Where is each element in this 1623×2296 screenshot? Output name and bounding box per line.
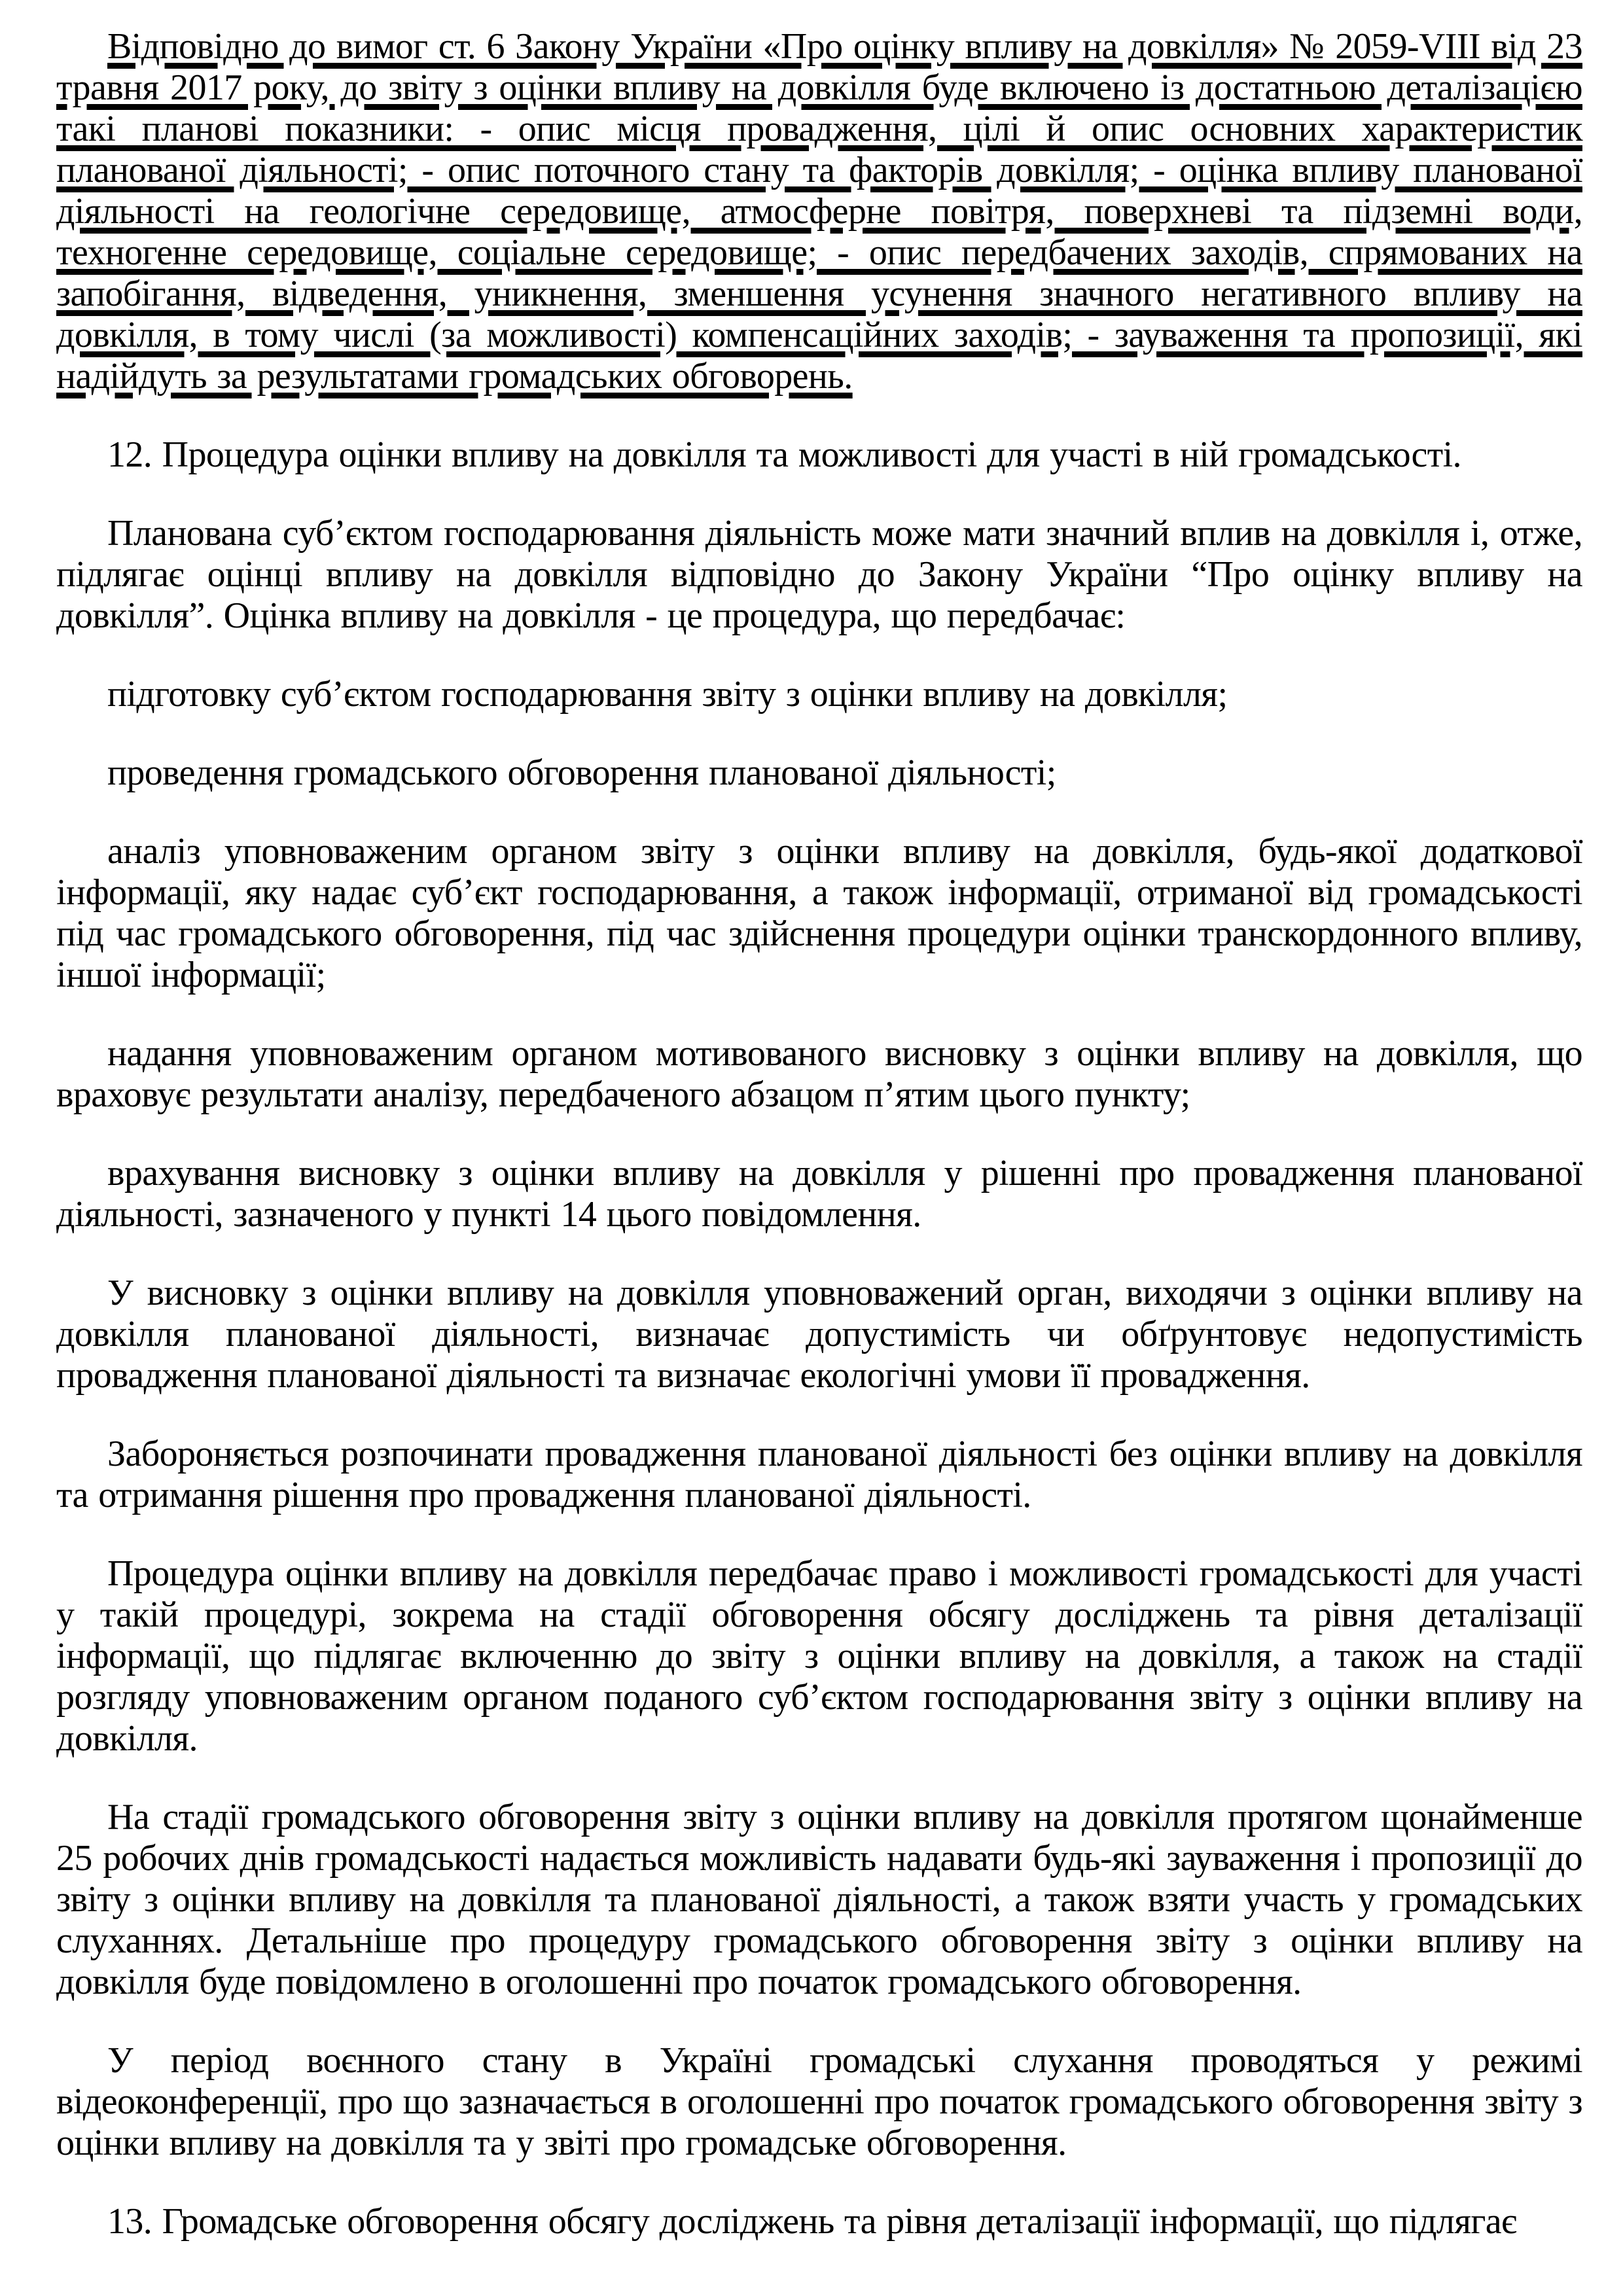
procedure-step-discussion-paragraph: проведення громадського обговорення планованої діяльності; [107, 752, 1056, 793]
section-13-heading: 13. Громадське обговорення обсягу досліджень та рівня деталізації інформації, що підлягає [107, 2201, 1517, 2242]
public-participation-paragraph: Процедура оцінки впливу на довкілля передбачає право і можливості громадськості для участі у такій процедурі, зокрема на стадії обговорення обсягу досліджень та рівня деталізації інформації, що підлягає включенню до звіту з оцінки впливу на довкілля, а також на стадії розгляду уповноваженим органом поданого суб’єктом господарювання звіту з оцінки впливу на довкілля. [56, 1553, 1582, 1759]
procedure-step-conclusion-paragraph: надання уповноваженим органом мотивованого висновку з оцінки впливу на довкілля, що враховує результати аналізу, передбаченого абзацом п’ятим цього пункту; [56, 1033, 1582, 1115]
prohibition-paragraph: Забороняється розпочинати провадження планованої діяльності без оцінки впливу на довкілля та отримання рішення про провадження планованої діяльності. [56, 1434, 1582, 1515]
procedure-step-consideration-paragraph: врахування висновку з оцінки впливу на довкілля у рішенні про провадження планованої діяльності, зазначеного у пункті 14 цього повідомлення. [56, 1153, 1582, 1235]
authority-conclusion-paragraph: У висновку з оцінки впливу на довкілля уповноважений орган, виходячи з оцінки впливу на довкілля планованої діяльності, визначає допустимість чи обґрунтовує недопустимість провадження планованої діяльності та визначає екологічні умови її провадження. [56, 1273, 1582, 1396]
martial-law-hearings-paragraph: У період воєнного стану в Україні громадські слухання проводяться у режимі відеоконференції, про що зазначається в оголошенні про початок громадського обговорення звіту з оцінки впливу на довкілля та у звіті про громадське обговорення. [56, 2040, 1582, 2163]
public-discussion-period-paragraph: На стадії громадського обговорення звіту з оцінки впливу на довкілля протягом щонайменше 25 робочих днів громадськості надається можливість надавати будь-які зауваження і пропозиції до звіту з оцінки впливу на довкілля та планованої діяльності, а також взяти участь у громадських слуханнях. Детальніше про процедуру громадського обговорення звіту з оцінки впливу на довкілля буде повідомлено в оголошенні про початок громадського обговорення. [56, 1797, 1582, 2002]
eia-procedure-intro-paragraph: Планована суб’єктом господарювання діяльність може мати значний вплив на довкілля і, отже, підлягає оцінці впливу на довкілля відповідно до Закону України “Про оцінку впливу на довкілля”. Оцінка впливу на довкілля - це процедура, що передбачає: [56, 513, 1582, 636]
legal-reference-paragraph: Відповідно до вимог ст. 6 Закону України «Про оцінку впливу на довкілля» № 2059-VIII від 23 травня 2017 року, до звіту з оцінки впливу на довкілля буде включено із достатньою деталізацією такі планові показники: - опис місця провадження, цілі й опис основних характеристик планованої діяльності; - опис поточного стану та факторів довкілля; - оцінка впливу планованої діяльності на геологічне середовище, атмосферне повітря, поверхневі та підземні води, техногенне середовище, соціальне середовище; - опис передбачених заходів, спрямованих на запобігання, відведення, уникнення, зменшення усунення значного негативного впливу на довкілля, в тому числі (за можливості) компенсаційних заходів; - зауваження та пропозиції, які надійдуть за результатами громадських обговорень. [56, 26, 1582, 397]
procedure-step-analysis-paragraph: аналіз уповноваженим органом звіту з оцінки впливу на довкілля, будь-якої додаткової інформації, яку надає суб’єкт господарювання, а також інформації, отриманої від громадськості під час громадського обговорення, під час здійснення процедури оцінки транскордонного впливу, іншої інформації; [56, 831, 1582, 995]
section-12-heading: 12. Процедура оцінки впливу на довкілля та можливості для участі в ній громадськості. [107, 434, 1461, 475]
procedure-step-report-paragraph: підготовку суб’єктом господарювання звіту з оцінки впливу на довкілля; [107, 674, 1228, 715]
